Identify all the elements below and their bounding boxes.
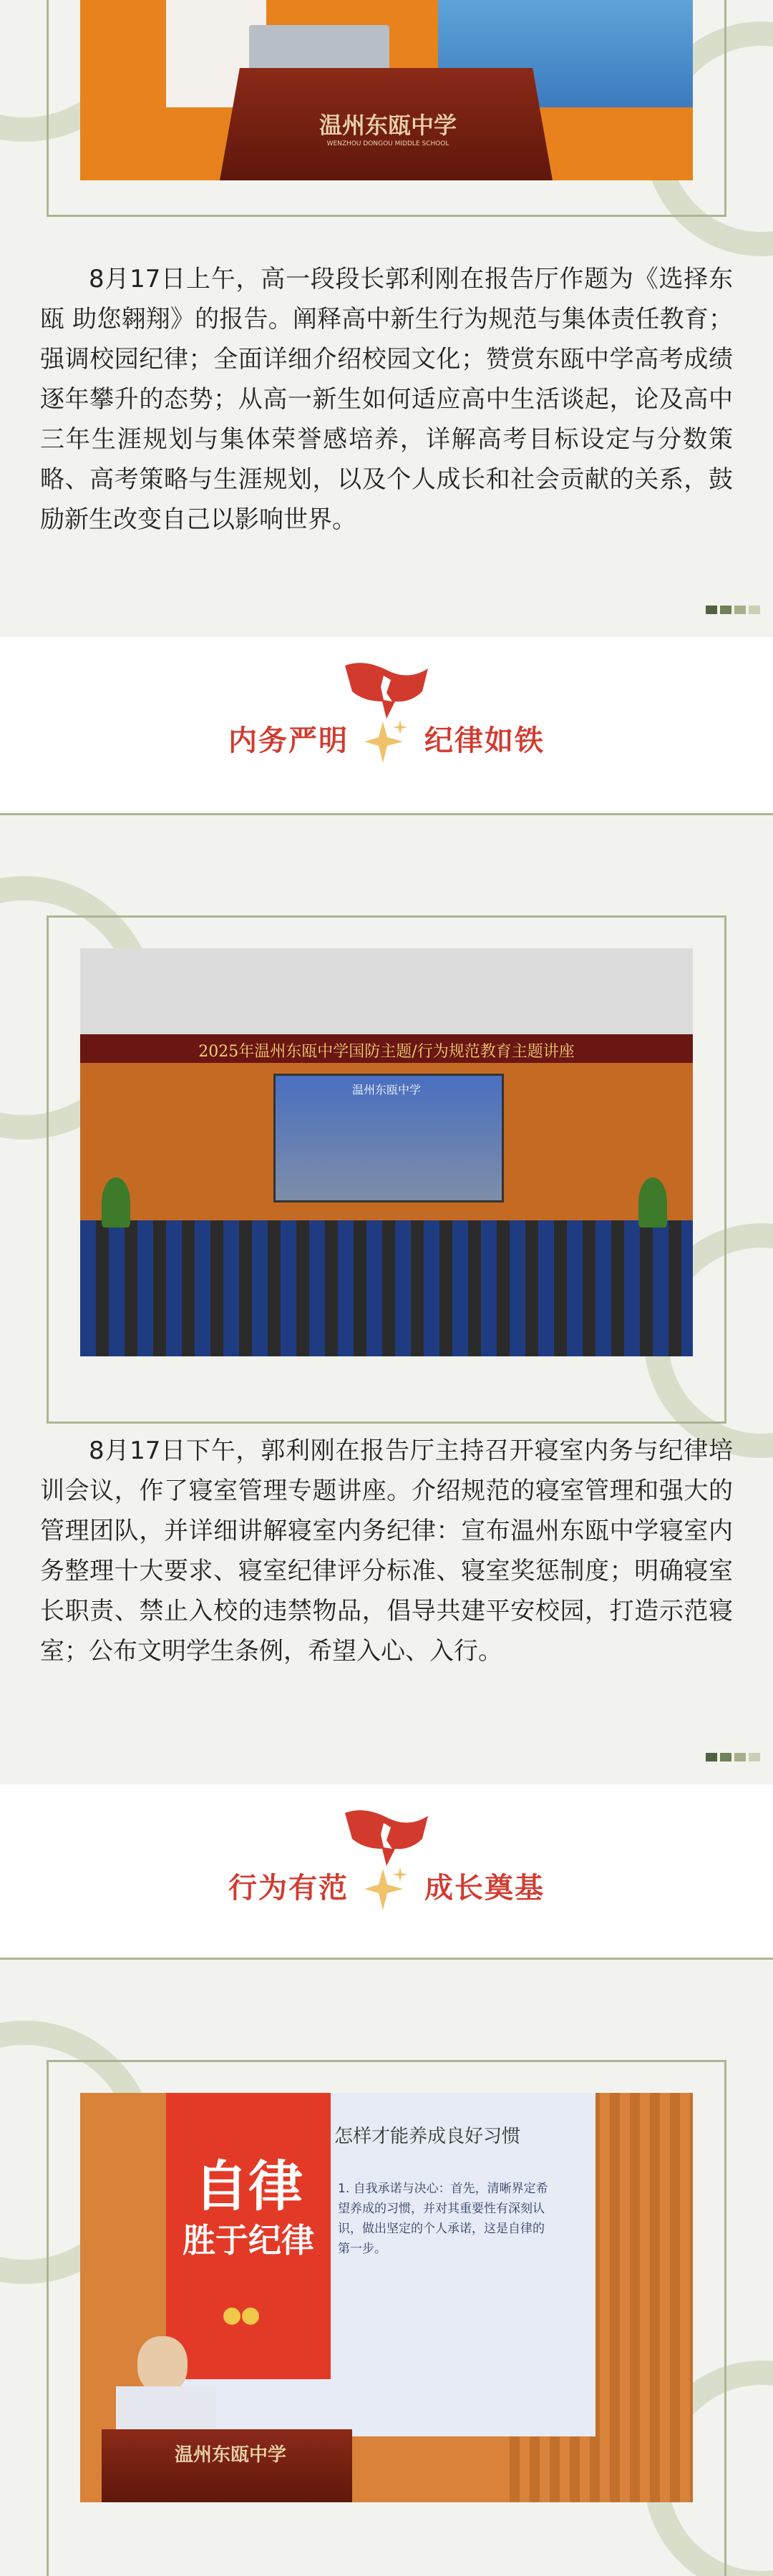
- section-3: [0, 1960, 773, 2576]
- podium-text: 温州东瓯中学: [319, 112, 457, 139]
- section-2: [0, 815, 773, 1784]
- book-title-line1: 自律: [194, 2154, 303, 2218]
- section-2-paragraph: 8月17日下午，郭利刚在报告厅主持召开寝室内务与纪律培训会议，作了寝室管理专题讲座。介绍规范的寝室管理和强大的管理团队，并详细讲解寝室内务纪律：宣布温州东瓯中学寝室内务整理十大要求、寝室纪律评分标准、寝室奖惩制度；明确寝室长职责、禁止入校的违禁物品，倡导共建平安校园，打造示范寝室；公布文明学生条例，希望入心、入行。: [40, 1437, 733, 1666]
- red-flag-icon: [342, 658, 431, 720]
- book-title-line2: 胜于纪律: [183, 2221, 314, 2260]
- podium-text: 温州东瓯中学: [174, 2444, 286, 2466]
- decorative-dots: [706, 606, 760, 614]
- section-1-paragraph: 8月17日上午，高一段段长郭利刚在报告厅作题为《选择东瓯 助您翱翔》的报告。阐释高中新生行为规范与集体责任教育；强调校园纪律；全面详细介绍校园文化；赞赏东瓯中学高考成绩逐年攀升的态势；从高一新生如何适应高中生活谈起，论及高中三年生涯规划与集体荣誉感培养，详解高考目标设定与分数策略、高考策略与生涯规划，以及个人成长和社会贡献的关系，鼓励新生改变自己以影响世界。: [40, 265, 733, 534]
- photo-lecture: [80, 2093, 693, 2502]
- decorative-dots: [706, 1753, 760, 1761]
- sparkle-icon: [361, 1865, 412, 1915]
- section-title-right: 纪律如铁: [424, 724, 545, 757]
- section-title-left: 内务严明: [228, 724, 349, 757]
- banner-text: 2025年温州东瓯中学国防主题/行为规范教育主题讲座: [198, 1043, 575, 1061]
- section-title-right: 成长奠基: [424, 1872, 545, 1905]
- sparkle-icon: [361, 717, 412, 767]
- red-flag-icon: [342, 1806, 431, 1867]
- slide-title: 怎样才能养成良好习惯: [334, 2126, 521, 2147]
- section-1: [0, 0, 773, 637]
- section-header-3: [0, 1784, 773, 1960]
- section-title: [0, 1865, 773, 1915]
- section-header-2: [0, 637, 773, 815]
- section-title-left: 行为有范: [228, 1872, 349, 1905]
- slide-body: 1. 自我承诺与决心：首先，清晰界定希望养成的习惯，并对其重要性有深刻认识，做出坚定的个人承诺，这是自律的第一步。: [338, 2182, 548, 2256]
- screen-text: 温州东瓯中学: [351, 1083, 421, 1097]
- podium-subtext: WENZHOU DONGOU MIDDLE SCHOOL: [326, 140, 449, 147]
- section-title: [0, 717, 773, 767]
- photo-auditorium: [80, 948, 693, 1356]
- photo-speaker-podium: [80, 0, 693, 180]
